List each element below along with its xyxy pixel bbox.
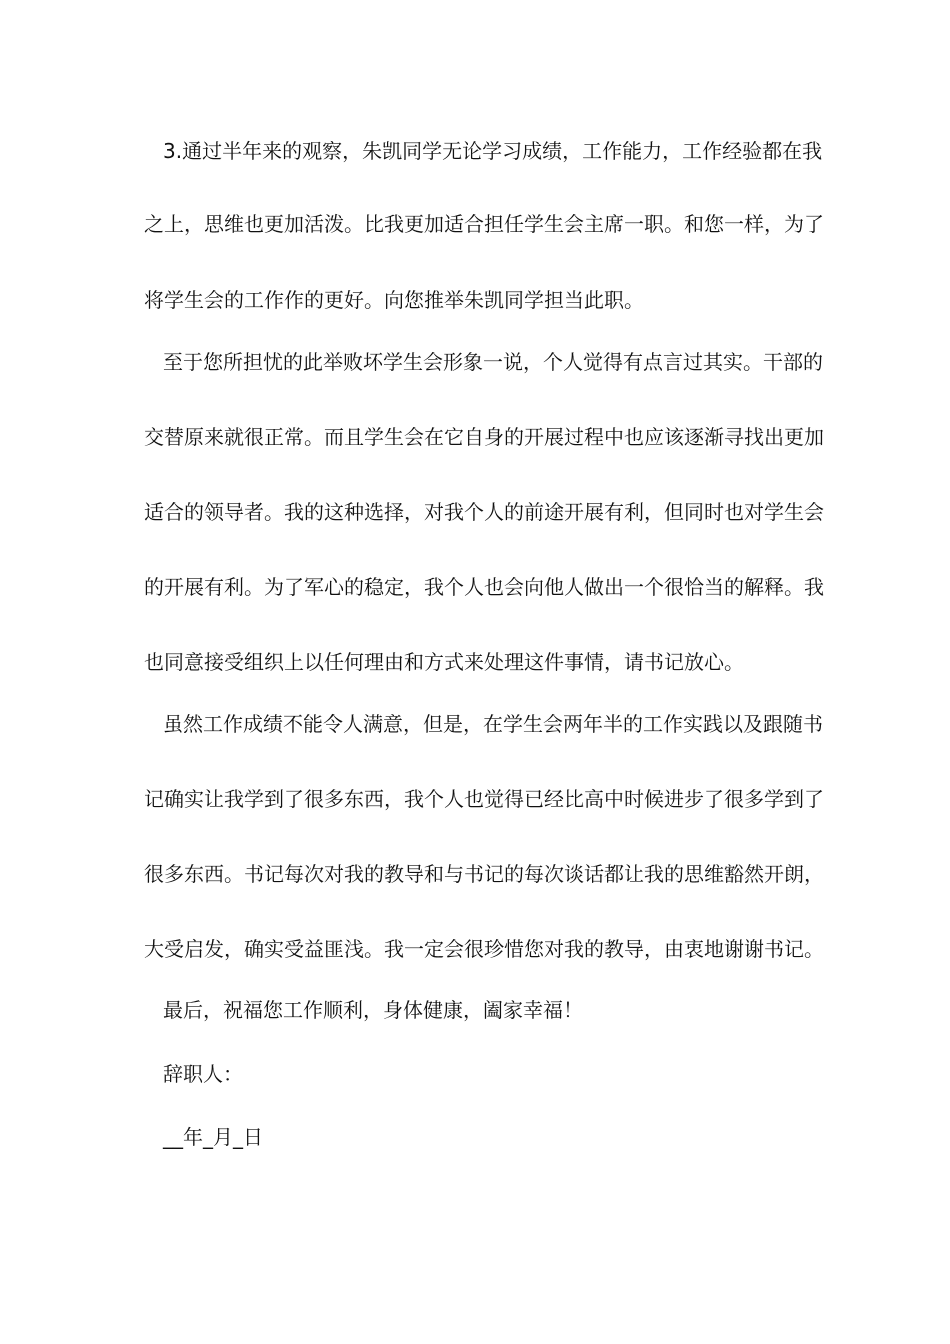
paragraph-line: 适合的领导者。我的这种选择，对我个人的前途开展有利，但同时也对学生会 [144,500,824,524]
paragraph-line: 记确实让我学到了很多东西，我个人也觉得已经比高中时候进步了很多学到了 [144,787,824,811]
paragraph-line: 很多东西。书记每次对我的教导和与书记的每次谈话都让我的思维豁然开朗， [144,862,824,886]
date-line: __年_月_日 [163,1125,263,1149]
signature-label: 辞职人： [163,1062,243,1086]
paragraph-line: 3.通过半年来的观察，朱凯同学无论学习成绩，工作能力，工作经验都在我 [163,139,823,163]
paragraph-line: 的开展有利。为了军心的稳定，我个人也会向他人做出一个很恰当的解释。我 [144,575,824,599]
paragraph-line: 交替原来就很正常。而且学生会在它自身的开展过程中也应该逐渐寻找出更加 [144,425,824,449]
paragraph-line: 大受启发，确实受益匪浅。我一定会很珍惜您对我的教导，由衷地谢谢书记。 [144,937,824,961]
paragraph-line: 虽然工作成绩不能令人满意，但是，在学生会两年半的工作实践以及跟随书 [163,712,823,736]
paragraph-line: 也同意接受组织上以任何理由和方式来处理这件事情，请书记放心。 [144,650,744,674]
closing-greeting: 最后，祝福您工作顺利，身体健康，阖家幸福！ [163,998,583,1022]
paragraph-line: 将学生会的工作作的更好。向您推举朱凯同学担当此职。 [144,288,644,312]
paragraph-line: 至于您所担忧的此举败坏学生会形象一说，个人觉得有点言过其实。干部的 [163,350,823,374]
paragraph-line: 之上，思维也更加活泼。比我更加适合担任学生会主席一职。和您一样，为了 [144,212,824,236]
